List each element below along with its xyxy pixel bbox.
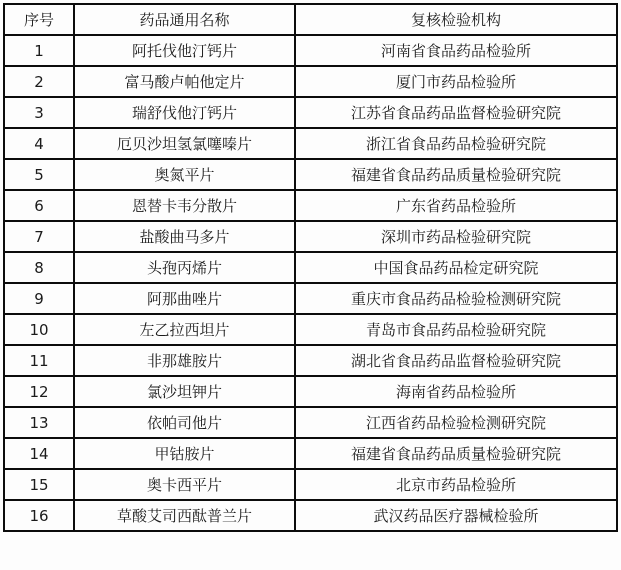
cell-drug-name: 厄贝沙坦氢氯噻嗪片 (74, 128, 295, 159)
cell-index: 12 (4, 376, 74, 407)
cell-drug-name: 非那雄胺片 (74, 345, 295, 376)
cell-index: 14 (4, 438, 74, 469)
table-row (4, 190, 617, 221)
cell-index: 3 (4, 97, 74, 128)
cell-index: 8 (4, 252, 74, 283)
col-header-institution: 复核检验机构 (295, 4, 617, 35)
drug-review-table (3, 3, 618, 532)
cell-drug-name: 依帕司他片 (74, 407, 295, 438)
cell-institution: 北京市药品检验所 (295, 469, 617, 500)
table-row (4, 376, 617, 407)
table-row (4, 128, 617, 159)
cell-institution: 福建省食品药品质量检验研究院 (295, 438, 617, 469)
cell-institution: 河南省食品药品检验所 (295, 35, 617, 66)
cell-institution: 深圳市药品检验研究院 (295, 221, 617, 252)
cell-institution: 中国食品药品检定研究院 (295, 252, 617, 283)
cell-index: 11 (4, 345, 74, 376)
cell-institution: 武汉药品医疗器械检验所 (295, 500, 617, 531)
table-row (4, 283, 617, 314)
cell-index: 10 (4, 314, 74, 345)
cell-drug-name: 阿那曲唑片 (74, 283, 295, 314)
cell-drug-name: 草酸艾司西酞普兰片 (74, 500, 295, 531)
cell-institution: 广东省药品检验所 (295, 190, 617, 221)
table-row (4, 345, 617, 376)
cell-index: 5 (4, 159, 74, 190)
cell-institution: 浙江省食品药品检验研究院 (295, 128, 617, 159)
cell-index: 15 (4, 469, 74, 500)
cell-index: 7 (4, 221, 74, 252)
table-row (4, 500, 617, 531)
table-row (4, 407, 617, 438)
cell-index: 13 (4, 407, 74, 438)
table-row (4, 252, 617, 283)
cell-drug-name: 阿托伐他汀钙片 (74, 35, 295, 66)
cell-drug-name: 甲钴胺片 (74, 438, 295, 469)
table-body (4, 35, 617, 531)
cell-institution: 海南省药品检验所 (295, 376, 617, 407)
cell-index: 1 (4, 35, 74, 66)
cell-drug-name: 盐酸曲马多片 (74, 221, 295, 252)
cell-institution: 江西省药品检验检测研究院 (295, 407, 617, 438)
col-header-index: 序号 (4, 4, 74, 35)
table-row (4, 221, 617, 252)
cell-index: 4 (4, 128, 74, 159)
cell-drug-name: 奥氮平片 (74, 159, 295, 190)
table-row (4, 438, 617, 469)
table-row (4, 35, 617, 66)
cell-index: 2 (4, 66, 74, 97)
cell-institution: 青岛市食品药品检验研究院 (295, 314, 617, 345)
cell-drug-name: 左乙拉西坦片 (74, 314, 295, 345)
cell-drug-name: 瑞舒伐他汀钙片 (74, 97, 295, 128)
cell-drug-name: 奥卡西平片 (74, 469, 295, 500)
table-row (4, 97, 617, 128)
cell-drug-name: 富马酸卢帕他定片 (74, 66, 295, 97)
table-row (4, 66, 617, 97)
cell-institution: 厦门市药品检验所 (295, 66, 617, 97)
cell-institution: 重庆市食品药品检验检测研究院 (295, 283, 617, 314)
cell-index: 9 (4, 283, 74, 314)
table-row (4, 469, 617, 500)
cell-drug-name: 头孢丙烯片 (74, 252, 295, 283)
cell-institution: 福建省食品药品质量检验研究院 (295, 159, 617, 190)
header-row (4, 4, 617, 35)
cell-institution: 湖北省食品药品监督检验研究院 (295, 345, 617, 376)
col-header-drug-name: 药品通用名称 (74, 4, 295, 35)
cell-index: 16 (4, 500, 74, 531)
table-row (4, 314, 617, 345)
cell-drug-name: 恩替卡韦分散片 (74, 190, 295, 221)
table-row (4, 159, 617, 190)
cell-index: 6 (4, 190, 74, 221)
cell-drug-name: 氯沙坦钾片 (74, 376, 295, 407)
cell-institution: 江苏省食品药品监督检验研究院 (295, 97, 617, 128)
